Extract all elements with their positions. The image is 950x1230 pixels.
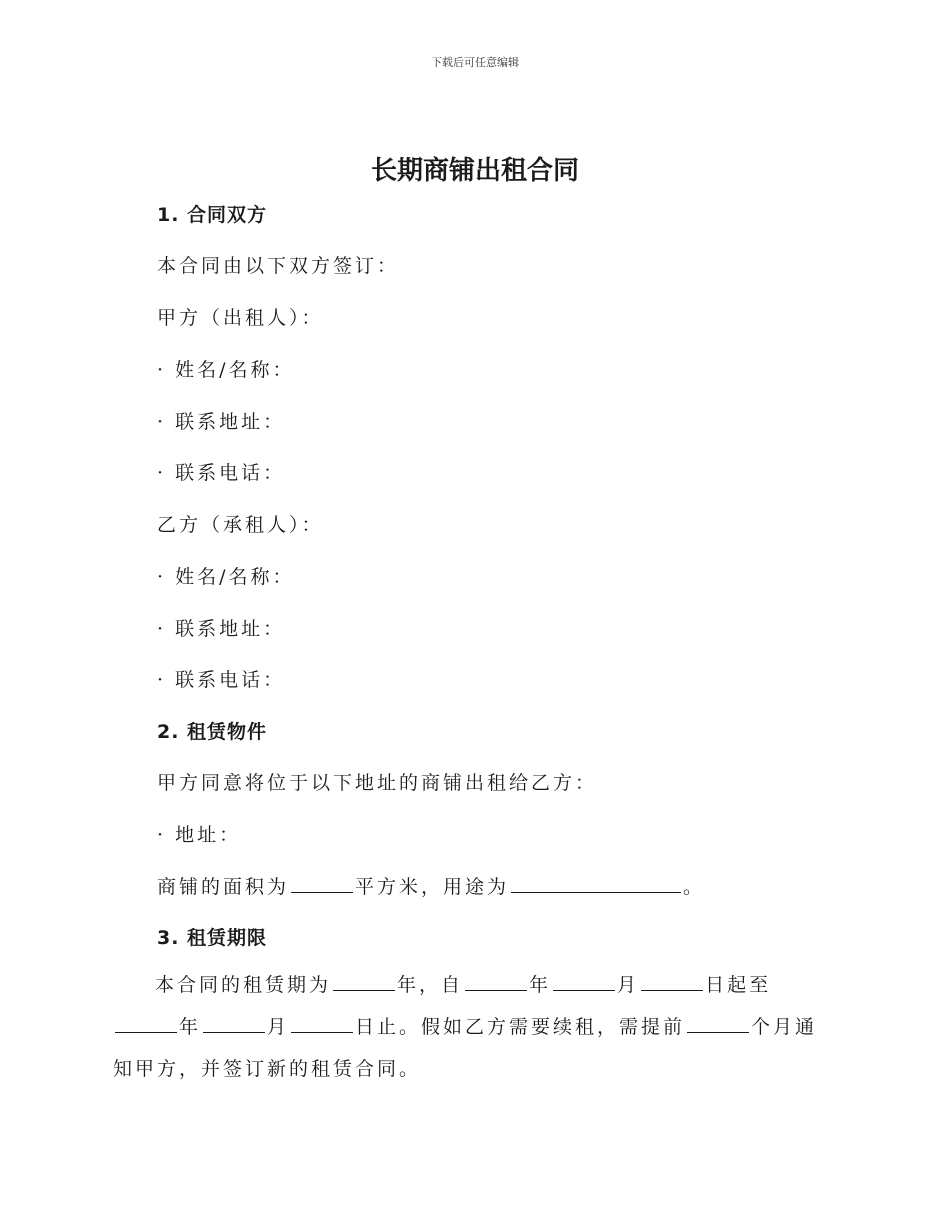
notice-months-blank[interactable]	[687, 1014, 749, 1033]
party-a-address-field: · 联系地址：	[157, 411, 286, 433]
start-month-blank[interactable]	[553, 972, 615, 991]
term-years-blank[interactable]	[333, 972, 395, 991]
area-prefix: 商铺的面积为	[157, 876, 290, 898]
term-text-9: 个月通知甲方，并签订新的租赁合同。	[113, 1016, 818, 1080]
lease-term-paragraph	[113, 964, 833, 1090]
term-text-1: 本合同的租赁期为	[155, 974, 332, 996]
section-3-heading: 3. 租赁期限	[157, 927, 268, 949]
area-mid: 平方米，用途为	[355, 876, 510, 898]
section-1-intro: 本合同由以下双方签订：	[157, 255, 400, 277]
end-month-blank[interactable]	[203, 1014, 265, 1033]
party-a-label: 甲方（出租人）：	[157, 307, 324, 329]
term-text-5: 日起至	[705, 974, 772, 996]
party-b-address-field: · 联系地址：	[157, 618, 286, 640]
section-2-intro: 甲方同意将位于以下地址的商铺出租给乙方：	[157, 772, 598, 794]
property-area-line	[157, 872, 705, 899]
term-text-8: 日止。假如乙方需要续租，需提前	[355, 1016, 686, 1038]
start-day-blank[interactable]	[641, 972, 703, 991]
party-a-name-field: · 姓名/名称：	[157, 359, 295, 381]
section-1-heading: 1. 合同双方	[157, 204, 268, 226]
usage-blank[interactable]	[511, 874, 681, 893]
term-text-7: 月	[267, 1016, 290, 1038]
start-year-blank[interactable]	[465, 972, 527, 991]
end-day-blank[interactable]	[291, 1014, 353, 1033]
document-title: 长期商铺出租合同	[370, 156, 579, 186]
header-note: 下载后可任意编辑	[431, 56, 519, 69]
term-text-6: 年	[179, 1016, 202, 1038]
area-end: 。	[683, 876, 706, 898]
party-a-phone-field: · 联系电话：	[157, 462, 286, 484]
party-b-label: 乙方（承租人）：	[157, 514, 324, 536]
party-b-name-field: · 姓名/名称：	[157, 566, 295, 588]
term-text-4: 月	[617, 974, 640, 996]
end-year-blank[interactable]	[115, 1014, 177, 1033]
section-2-heading: 2. 租赁物件	[157, 721, 268, 743]
area-blank[interactable]	[291, 874, 353, 893]
party-b-phone-field: · 联系电话：	[157, 669, 286, 691]
term-text-2: 年，自	[397, 974, 464, 996]
property-address-field: · 地址：	[157, 824, 242, 846]
term-text-3: 年	[529, 974, 552, 996]
